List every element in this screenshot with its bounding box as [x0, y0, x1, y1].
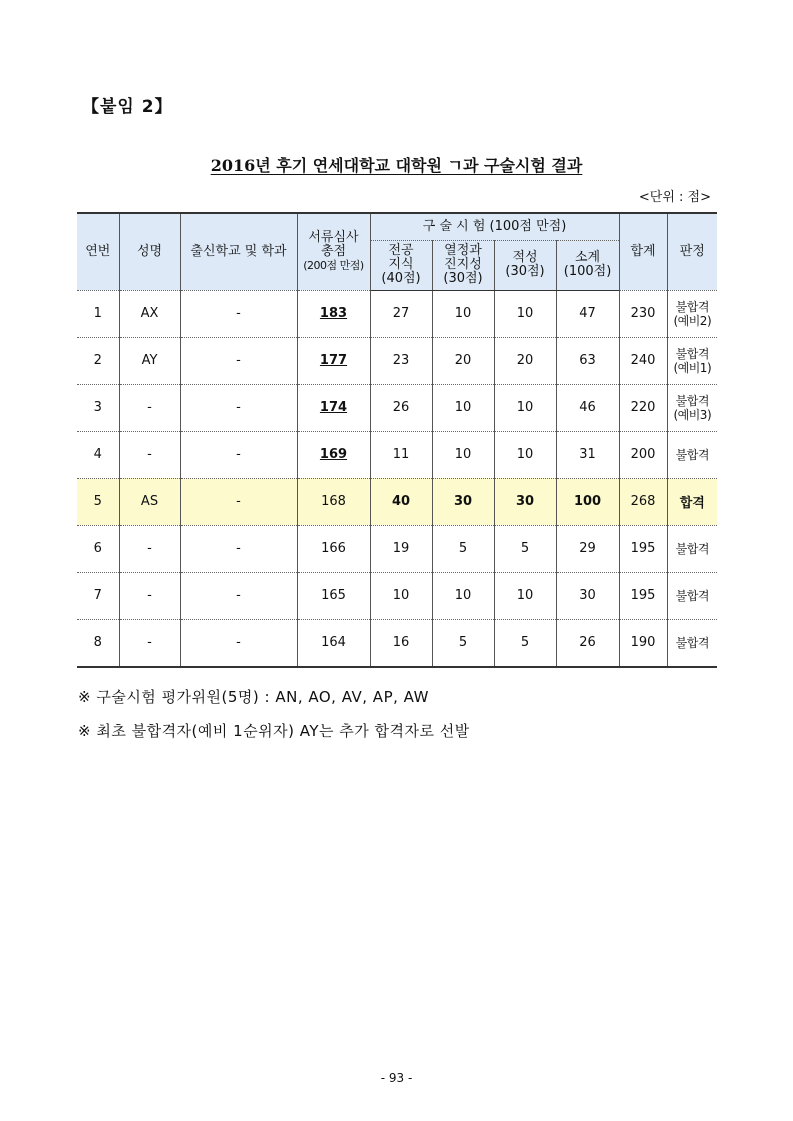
header-subtotal-line2: (100점) — [563, 264, 612, 279]
cell-aptitude: 10 — [494, 384, 556, 431]
cell-name: - — [119, 384, 180, 431]
cell-no: 6 — [77, 525, 119, 572]
header-oral-exam: 구 술 시 험 (100점 만점) — [370, 213, 619, 240]
header-major-line2: 지식 — [388, 257, 414, 272]
cell-passion: 10 — [432, 572, 494, 619]
header-aptitude-line1: 적성 — [512, 250, 538, 265]
cell-subtotal: 30 — [556, 572, 619, 619]
cell-doc-score: 165 — [297, 572, 370, 619]
table-row — [77, 337, 717, 384]
cell-aptitude: 10 — [494, 572, 556, 619]
cell-total: 220 — [619, 384, 667, 431]
cell-passion: 10 — [432, 431, 494, 478]
cell-total: 195 — [619, 572, 667, 619]
header-doc-line3: (200점 만점) — [303, 258, 364, 272]
header-major-line3: (40점) — [381, 271, 421, 286]
cell-subtotal: 26 — [556, 619, 619, 667]
header-school: 출신학교 및 학과 — [180, 213, 297, 290]
cell-major: 23 — [370, 337, 432, 384]
cell-school: - — [180, 337, 297, 384]
cell-passion: 30 — [432, 478, 494, 525]
header-aptitude — [494, 240, 556, 290]
cell-aptitude: 10 — [494, 290, 556, 337]
cell-doc-score: 174 — [319, 400, 348, 415]
cell-name: - — [119, 525, 180, 572]
page-number: - 93 - — [380, 1071, 413, 1085]
cell-doc-score: 183 — [319, 306, 348, 321]
cell-judge: 불합격 — [667, 525, 717, 572]
cell-judge: 불합격 — [667, 619, 717, 667]
header-passion-line2: 진지성 — [444, 257, 482, 272]
cell-name: - — [119, 572, 180, 619]
table-row — [77, 572, 717, 619]
cell-doc-score: 169 — [319, 447, 348, 462]
cell-doc-score: 168 — [297, 478, 370, 525]
cell-major: 19 — [370, 525, 432, 572]
cell-school: - — [180, 525, 297, 572]
cell-total: 268 — [619, 478, 667, 525]
cell-subtotal: 47 — [556, 290, 619, 337]
header-doc-score — [297, 213, 370, 290]
judge-result: 불합격 — [675, 299, 709, 314]
cell-no: 7 — [77, 572, 119, 619]
judge-result: 불합격 — [675, 393, 709, 408]
cell-doc-score: 164 — [297, 619, 370, 667]
header-major-line1: 전공 — [388, 243, 414, 258]
cell-judge — [667, 384, 717, 431]
cell-name: AX — [119, 290, 180, 337]
table-row — [77, 384, 717, 431]
note-evaluators: ※ 구술시험 평가위원(5명) : AN, AO, AV, AP, AW — [78, 688, 429, 706]
cell-major: 40 — [370, 478, 432, 525]
judge-reserve: (예비3) — [673, 407, 712, 422]
cell-no: 4 — [77, 431, 119, 478]
cell-subtotal: 63 — [556, 337, 619, 384]
cell-total: 230 — [619, 290, 667, 337]
header-subtotal — [556, 240, 619, 290]
header-doc-line1: 서류심사 — [308, 229, 359, 245]
cell-total: 190 — [619, 619, 667, 667]
cell-total: 195 — [619, 525, 667, 572]
header-name: 성명 — [119, 213, 180, 290]
cell-judge: 불합격 — [667, 572, 717, 619]
cell-name: - — [119, 619, 180, 667]
cell-aptitude: 30 — [494, 478, 556, 525]
header-passion-line1: 열정과 — [444, 243, 482, 258]
cell-school: - — [180, 290, 297, 337]
attachment-label: 【붙임 2】 — [82, 97, 173, 117]
cell-judge — [667, 290, 717, 337]
cell-school: - — [180, 619, 297, 667]
table-row — [77, 525, 717, 572]
cell-school: - — [180, 478, 297, 525]
document-title: 2016년 후기 연세대학교 대학원 ㄱ과 구술시험 결과 — [210, 156, 583, 175]
cell-subtotal: 100 — [556, 478, 619, 525]
table-row-highlighted — [77, 478, 717, 525]
cell-no: 5 — [77, 478, 119, 525]
cell-no: 2 — [77, 337, 119, 384]
cell-passion: 5 — [432, 619, 494, 667]
cell-major: 26 — [370, 384, 432, 431]
cell-subtotal: 29 — [556, 525, 619, 572]
cell-school: - — [180, 431, 297, 478]
cell-name: AS — [119, 478, 180, 525]
results-table — [77, 212, 717, 668]
cell-judge — [667, 337, 717, 384]
table-row — [77, 290, 717, 337]
cell-school: - — [180, 384, 297, 431]
cell-name: - — [119, 431, 180, 478]
cell-passion: 5 — [432, 525, 494, 572]
cell-passion: 10 — [432, 384, 494, 431]
cell-school: - — [180, 572, 297, 619]
header-passion-line3: (30점) — [443, 271, 483, 286]
cell-subtotal: 46 — [556, 384, 619, 431]
judge-reserve: (예비1) — [673, 360, 712, 375]
cell-judge: 불합격 — [667, 431, 717, 478]
cell-passion: 20 — [432, 337, 494, 384]
cell-major: 10 — [370, 572, 432, 619]
cell-aptitude: 5 — [494, 619, 556, 667]
header-subtotal-line1: 소계 — [574, 250, 601, 265]
cell-aptitude: 10 — [494, 431, 556, 478]
cell-aptitude: 5 — [494, 525, 556, 572]
cell-doc-score: 166 — [297, 525, 370, 572]
cell-subtotal: 31 — [556, 431, 619, 478]
header-aptitude-line2: (30점) — [505, 264, 545, 279]
cell-major: 27 — [370, 290, 432, 337]
cell-judge: 합격 — [667, 478, 717, 525]
cell-major: 16 — [370, 619, 432, 667]
cell-no: 3 — [77, 384, 119, 431]
header-total: 합계 — [619, 213, 667, 290]
judge-result: 불합격 — [675, 346, 709, 361]
table-row — [77, 619, 717, 667]
cell-no: 8 — [77, 619, 119, 667]
header-passion — [432, 240, 494, 290]
header-judge: 판정 — [667, 213, 717, 290]
judge-reserve: (예비2) — [673, 313, 712, 328]
cell-aptitude: 20 — [494, 337, 556, 384]
cell-no: 1 — [77, 290, 119, 337]
cell-doc-score: 177 — [319, 353, 348, 368]
header-doc-line2: 총점 — [320, 243, 347, 259]
cell-name: AY — [119, 337, 180, 384]
cell-total: 240 — [619, 337, 667, 384]
unit-label: <단위 : 점> — [638, 190, 711, 205]
cell-passion: 10 — [432, 290, 494, 337]
header-no: 연번 — [77, 213, 119, 290]
table-row — [77, 431, 717, 478]
note-additional-pass: ※ 최초 불합격자(예비 1순위자) AY는 추가 합격자로 선발 — [78, 722, 470, 740]
cell-total: 200 — [619, 431, 667, 478]
cell-major: 11 — [370, 431, 432, 478]
header-major — [370, 240, 432, 290]
